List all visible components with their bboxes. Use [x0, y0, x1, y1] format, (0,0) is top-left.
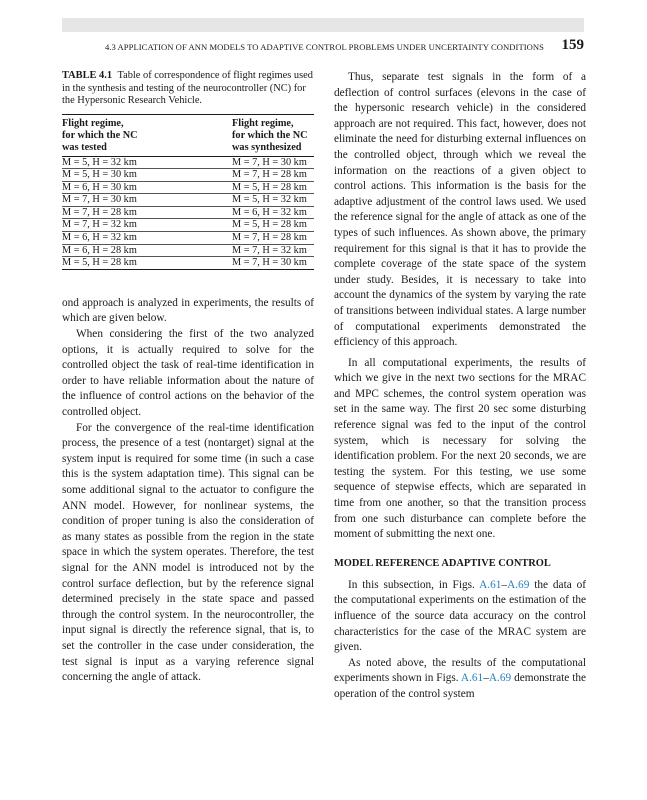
- cell-tested: M = 7, H = 28 km: [62, 206, 232, 219]
- cell-tested: M = 6, H = 30 km: [62, 181, 232, 194]
- paragraph: Thus, separate test signals in the form of a deflection of control surfaces (elevons in the case of the hypersonic research vehicle) in the considered approach are not required. This fact, however, does not eliminate the need for disturbing external influences on the controlled object, through which we reveal the information on the reactions of a given object to control actions. This information is the basis for the adaptive adjustment of the control laws used. We used the reference signal for the angle of attack as one of the types of such influences. As shown above, the primary requirement for this signal is that it has to provide the complete coverage of the state space of the system under study. Besides, it is necessary to take into account the dynamics of the system by varying the rate of transitions between individual states. A large number of computational experiments demonstrated the efficiency of this approach.: [334, 71, 586, 349]
- cell-synthesized: M = 5, H = 28 km: [232, 219, 314, 232]
- cell-synthesized: M = 5, H = 32 km: [232, 194, 314, 207]
- cell-synthesized: M = 5, H = 28 km: [232, 181, 314, 194]
- table-row: [62, 257, 314, 270]
- cell-synthesized: M = 7, H = 28 km: [232, 232, 314, 245]
- left-body-text: [62, 296, 314, 686]
- running-title: 4.3 APPLICATION OF ANN MODELS TO ADAPTIVE CONTROL PROBLEMS UNDER UNCERTAINTY CONDITIONS: [104, 42, 544, 52]
- cell-tested: M = 7, H = 32 km: [62, 219, 232, 232]
- cell-synthesized: M = 7, H = 28 km: [232, 169, 314, 182]
- cell-tested: M = 6, H = 28 km: [62, 244, 232, 257]
- table-row: [62, 206, 314, 219]
- paragraph: For the convergence of the real-time identification process, the presence of a test (nontarget) signal at the system input is required for some time (in such a case this is the system adaptation time). This signal can be some additional signal to the actuator to configure the ANN model. However, for nonlinear systems, the condition of proper tuning is also the consideration of as many states as possible from the region in the state space in which the system operates. Therefore, the test signal for the ANN model is introduced not by the control surface deflection, but by the reference signal determined precisely in the state space and passed through the control system. In the neurocontroller, the input signal is directly the reference signal, that is, to set the controller in the case under consideration, the test signal is input as a varying reference signal concerning the angle of attack.: [62, 421, 314, 684]
- table-row: [62, 219, 314, 232]
- running-head: [62, 38, 584, 58]
- table-caption-text: Table of correspondence of flight regimes used in the synthesis and testing of the neurocontroller (NC) for the Hypersonic Research Vehicle.: [62, 70, 313, 107]
- paragraph: ond approach is analyzed in experiments, the results of which are given below.: [62, 296, 314, 325]
- right-body-text-2: [334, 578, 586, 703]
- section-heading: MODEL REFERENCE ADAPTIVE CONTROL: [334, 557, 551, 569]
- cell-tested: M = 5, H = 30 km: [62, 169, 232, 182]
- table-row: [62, 244, 314, 257]
- left-column: [62, 70, 314, 686]
- figure-link[interactable]: A.61: [479, 578, 502, 591]
- right-column: [334, 70, 586, 703]
- table-row: [62, 232, 314, 245]
- col-header-synthesized: Flight regime, for which the NC was synthesized: [232, 115, 314, 156]
- table-label: TABLE 4.1: [62, 70, 113, 81]
- table-row: [62, 156, 314, 169]
- table-row: [62, 194, 314, 207]
- table-header-row: [62, 115, 314, 156]
- paragraph: When considering the first of the two analyzed options, it is actually required to solve for the controlled object the task of real-time identification in order to have reliable information about the nature of the influence of control actions on the behavior of the controlled object.: [62, 328, 314, 418]
- cell-synthesized: M = 7, H = 30 km: [232, 156, 314, 169]
- figure-link[interactable]: A.61: [460, 672, 484, 685]
- cell-tested: M = 6, H = 32 km: [62, 232, 232, 245]
- cell-tested: M = 7, H = 30 km: [62, 194, 232, 207]
- table-caption: [62, 70, 314, 108]
- right-body-text: [334, 70, 586, 543]
- paragraph: In this subsection, in Figs. A.61–A.69 the data of the computational experiments on the estimation of the influence of the source data accuracy on the control characteristics for the case of the MRAC system are given.: [334, 578, 587, 654]
- cell-synthesized: M = 7, H = 32 km: [232, 244, 314, 257]
- paragraph: In all computational experiments, the results of which we give in the next two sections for the MRAC and MPC schemes, the control system operation was set in the same way. The first 20 sec some disturbing reference signal was fed to the input of the control system, which is necessary for solving the identification problem. For the next 20 seconds, we are testing the system. For this testing, we use some sequence of stepwise effects, which are separated in time from one another, so that the transition process from one such disturbance can complete before the moment of submitting the next one.: [334, 356, 586, 541]
- cell-tested: M = 5, H = 32 km: [62, 156, 232, 169]
- figure-link[interactable]: A.69: [488, 672, 512, 685]
- figure-link[interactable]: A.69: [507, 578, 530, 591]
- table-row: [62, 181, 314, 194]
- cell-synthesized: M = 6, H = 32 km: [232, 206, 314, 219]
- header-bar: [62, 18, 584, 32]
- table-row: [62, 169, 314, 182]
- flight-regimes-table: [62, 114, 314, 270]
- paragraph: As noted above, the results of the computational experiments shown in Figs. A.61–A.69 demonstrate the operation of the control system: [334, 656, 587, 700]
- cell-tested: M = 5, H = 28 km: [62, 257, 232, 270]
- col-header-tested: Flight regime, for which the NC was tested: [62, 115, 232, 156]
- page-number: 159: [561, 37, 584, 53]
- cell-synthesized: M = 7, H = 30 km: [232, 257, 314, 270]
